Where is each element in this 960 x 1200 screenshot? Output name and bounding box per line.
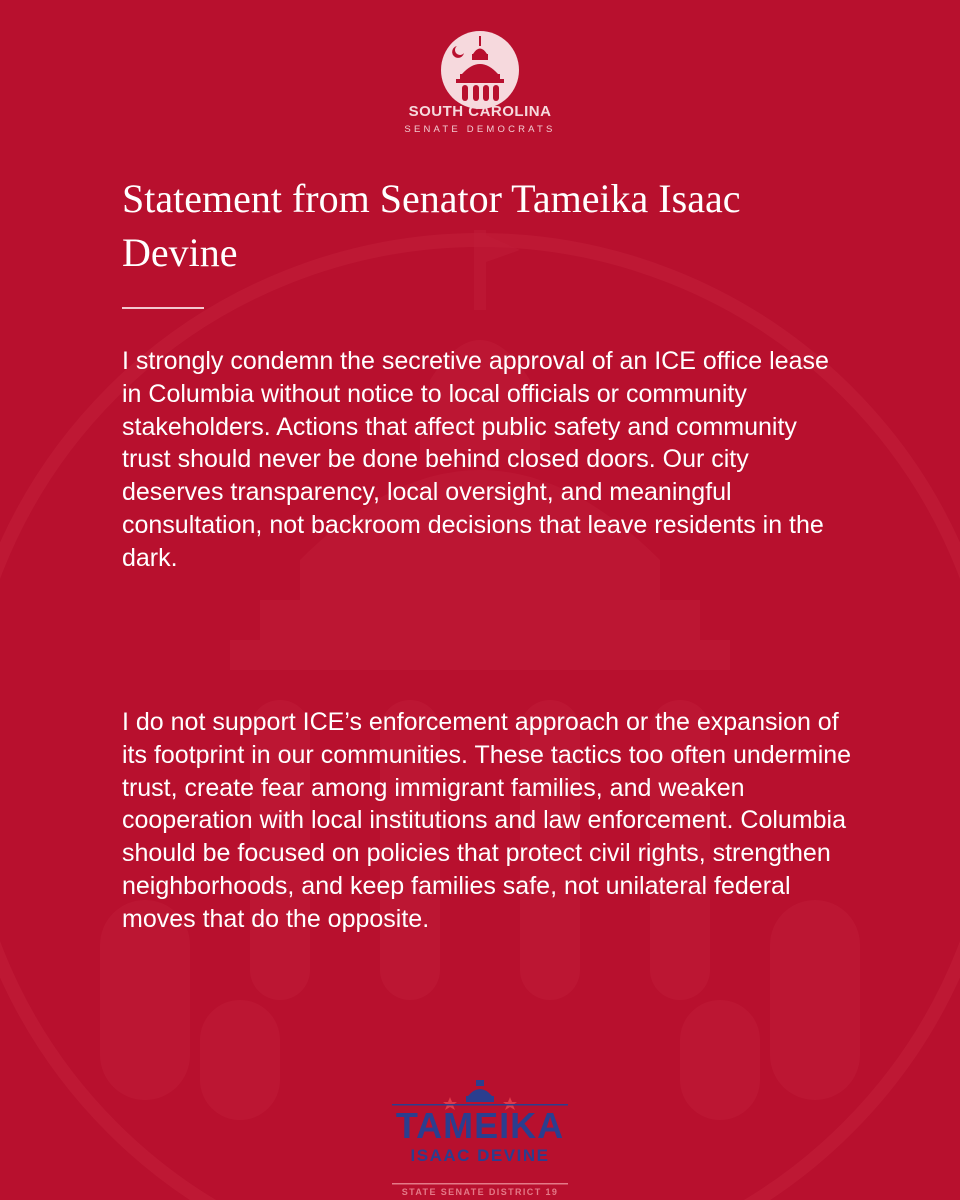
org-name: SOUTH CAROLINA: [408, 103, 552, 120]
title-divider: [122, 307, 204, 309]
signature-name-first: TAMEIKA: [395, 1105, 565, 1146]
signature-name-last: ISAAC DEVINE: [410, 1146, 550, 1165]
statement-paragraph-1: I strongly condemn the secretive approval of an ICE office lease in Columbia without notice to local officials or community stakeholders. Actions that affect public safety and community trust should never be done behind closed doors. Our city deserves transparency, local oversight, and meaningful consultation, not backroom decisions that leave residents in the dark.: [122, 347, 829, 572]
statement-title: Statement from Senator Tameika Isaac Devine: [122, 176, 741, 275]
org-subtitle: SENATE DEMOCRATS: [404, 124, 556, 135]
senate-democrats-logo-icon: [440, 30, 520, 110]
signature-district: STATE SENATE DISTRICT 19: [401, 1187, 559, 1197]
statement-paragraph-2: I do not support ICE’s enforcement approach or the expansion of its footprint in our communities. These tactics too often undermine trust, create fear among immigrant families, and weaken cooperation with local institutions and law enforcement. Columbia should be focused on policies that protect civil rights, strengthen neighborhoods, and keep families safe, not unilateral federal moves that do the opposite.: [122, 708, 852, 933]
